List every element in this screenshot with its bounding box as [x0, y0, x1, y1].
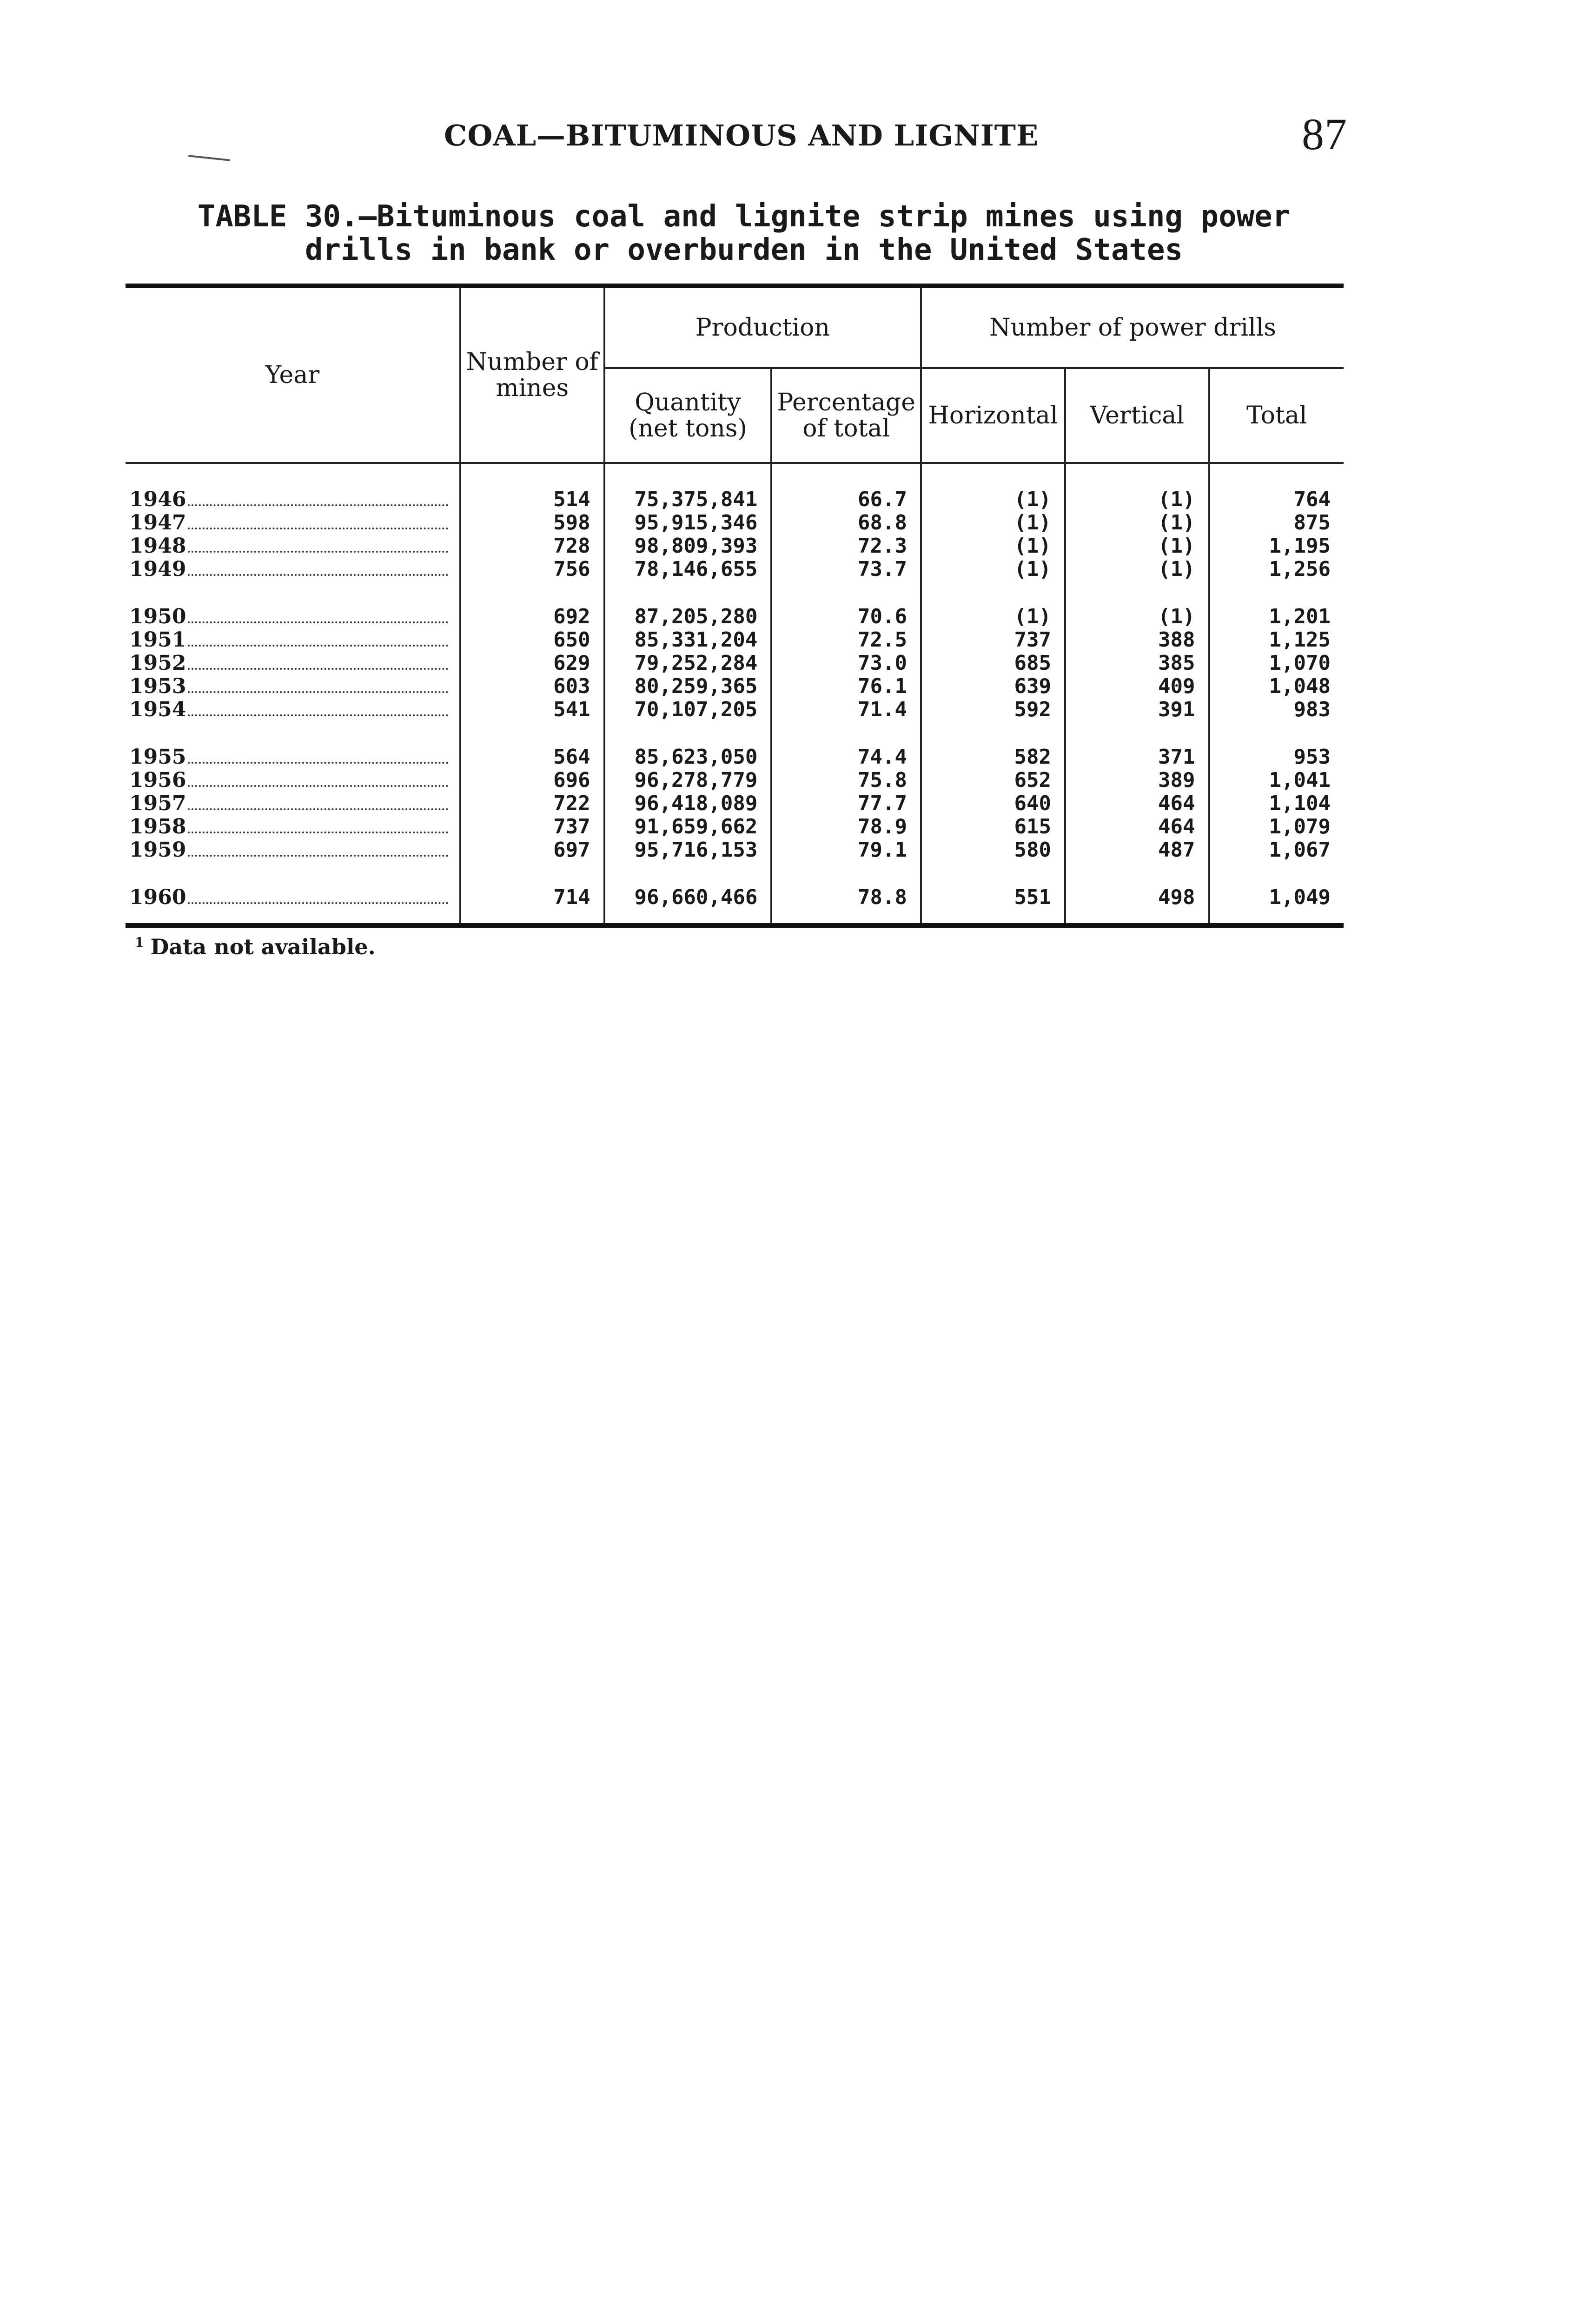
table-row: [126, 769, 1344, 792]
cell-mines: 514: [460, 488, 604, 511]
year-label: 1960: [129, 885, 186, 909]
cell-total: 1,201: [1209, 605, 1344, 628]
year-label: 1949: [129, 557, 186, 581]
cell-horizontal: (1): [921, 488, 1065, 511]
header-number-of-power-drills: Number of power drills: [921, 286, 1344, 368]
spacer-cell: [460, 862, 604, 886]
row-spacer: [126, 862, 1344, 886]
table-row: [126, 558, 1344, 581]
cell-horizontal: (1): [921, 511, 1065, 535]
cell-vertical: 388: [1065, 628, 1209, 652]
spacer-cell: [126, 862, 460, 886]
cell-quantity: 79,252,284: [604, 652, 772, 675]
year-label: 1957: [129, 792, 186, 815]
cell-horizontal: 551: [921, 886, 1065, 909]
cell-quantity: 91,659,662: [604, 815, 772, 838]
spacer-cell: [921, 463, 1065, 488]
spacer-cell: [1209, 721, 1344, 746]
cell-year: [126, 792, 460, 815]
cell-vertical: 409: [1065, 675, 1209, 698]
table-title: —Bituminous coal and lignite strip mines using power drills in bank or overburden in the United States: [305, 199, 1291, 267]
cell-year: [126, 886, 460, 909]
spacer-cell: [771, 463, 921, 488]
cell-year: [126, 838, 460, 862]
spacer-cell: [126, 463, 460, 488]
table-row: [126, 511, 1344, 535]
cell-vertical: (1): [1065, 558, 1209, 581]
spacer-cell: [460, 909, 604, 925]
dot-leader: [188, 621, 448, 623]
spacer-cell: [1065, 581, 1209, 605]
row-spacer: [126, 721, 1344, 746]
cell-horizontal: 580: [921, 838, 1065, 862]
year-label: 1946: [129, 488, 186, 511]
cell-quantity: 75,375,841: [604, 488, 772, 511]
cell-mines: 714: [460, 886, 604, 909]
cell-horizontal: 615: [921, 815, 1065, 838]
cell-quantity: 87,205,280: [604, 605, 772, 628]
table-row: [126, 605, 1344, 628]
cell-vertical: 389: [1065, 769, 1209, 792]
row-spacer: [126, 581, 1344, 605]
spacer-cell: [771, 581, 921, 605]
year-label: 1952: [129, 651, 186, 675]
cell-quantity: 95,716,153: [604, 838, 772, 862]
dot-leader: [188, 528, 448, 529]
footnote-text: Data not available.: [150, 934, 376, 959]
spacer-cell: [771, 909, 921, 925]
table-row: [126, 698, 1344, 721]
cell-horizontal: 652: [921, 769, 1065, 792]
year-label: 1959: [129, 838, 186, 862]
dot-leader: [188, 902, 448, 904]
cell-vertical: 498: [1065, 886, 1209, 909]
table-row: [126, 488, 1344, 511]
cell-horizontal: (1): [921, 535, 1065, 558]
data-table: [126, 284, 1344, 928]
cell-quantity: 96,418,089: [604, 792, 772, 815]
cell-percentage: 78.9: [771, 815, 921, 838]
cell-horizontal: (1): [921, 558, 1065, 581]
spacer-cell: [126, 721, 460, 746]
table-row: [126, 652, 1344, 675]
spacer-cell: [460, 721, 604, 746]
cell-vertical: (1): [1065, 488, 1209, 511]
spacer-cell: [126, 581, 460, 605]
cell-year: [126, 605, 460, 628]
cell-horizontal: 592: [921, 698, 1065, 721]
year-label: 1954: [129, 698, 186, 721]
cell-percentage: 75.8: [771, 769, 921, 792]
table-row: [126, 886, 1344, 909]
header-percentage: Percentage of total: [771, 368, 921, 463]
cell-total: 1,125: [1209, 628, 1344, 652]
dot-leader: [188, 645, 448, 647]
spacer-cell: [604, 862, 772, 886]
footnote: [135, 934, 376, 959]
year-label: 1956: [129, 768, 186, 792]
dot-leader: [188, 714, 448, 716]
cell-mines: 629: [460, 652, 604, 675]
spacer-cell: [1209, 862, 1344, 886]
spacer-cell: [604, 581, 772, 605]
cell-vertical: 371: [1065, 746, 1209, 769]
cell-percentage: 74.4: [771, 746, 921, 769]
cell-year: [126, 628, 460, 652]
cell-vertical: 464: [1065, 792, 1209, 815]
cell-year: [126, 558, 460, 581]
cell-year: [126, 488, 460, 511]
cell-quantity: 96,278,779: [604, 769, 772, 792]
table-label: TABLE 30.: [197, 199, 359, 234]
year-label: 1951: [129, 628, 186, 652]
spacer-cell: [1065, 909, 1209, 925]
cell-total: 1,079: [1209, 815, 1344, 838]
cell-vertical: (1): [1065, 535, 1209, 558]
table-row: [126, 535, 1344, 558]
cell-quantity: 96,660,466: [604, 886, 772, 909]
spacer-cell: [921, 909, 1065, 925]
cell-horizontal: 640: [921, 792, 1065, 815]
cell-year: [126, 746, 460, 769]
cell-year: [126, 815, 460, 838]
spacer-cell: [604, 909, 772, 925]
cell-total: 764: [1209, 488, 1344, 511]
row-spacer: [126, 463, 1344, 488]
year-label: 1953: [129, 674, 186, 698]
cell-percentage: 78.8: [771, 886, 921, 909]
cell-year: [126, 511, 460, 535]
spacer-cell: [1065, 463, 1209, 488]
dot-leader: [188, 551, 448, 553]
cell-horizontal: 737: [921, 628, 1065, 652]
margin-mark: [188, 155, 230, 161]
spacer-cell: [604, 721, 772, 746]
page-number: 87: [1302, 109, 1347, 159]
cell-mines: 692: [460, 605, 604, 628]
cell-quantity: 78,146,655: [604, 558, 772, 581]
spacer-cell: [921, 721, 1065, 746]
running-title: COAL—BITUMINOUS AND LIGNITE: [444, 119, 1039, 152]
cell-year: [126, 769, 460, 792]
cell-horizontal: 582: [921, 746, 1065, 769]
cell-total: 1,195: [1209, 535, 1344, 558]
header-quantity: Quantity (net tons): [604, 368, 772, 463]
spacer-cell: [1065, 721, 1209, 746]
table-row: [126, 628, 1344, 652]
header-production: Production: [604, 286, 921, 368]
cell-vertical: 391: [1065, 698, 1209, 721]
cell-total: 1,256: [1209, 558, 1344, 581]
cell-horizontal: 639: [921, 675, 1065, 698]
cell-percentage: 79.1: [771, 838, 921, 862]
cell-vertical: 487: [1065, 838, 1209, 862]
spacer-cell: [771, 721, 921, 746]
cell-vertical: 464: [1065, 815, 1209, 838]
cell-total: 1,041: [1209, 769, 1344, 792]
header-year: Year: [265, 361, 320, 389]
cell-mines: 756: [460, 558, 604, 581]
cell-mines: 728: [460, 535, 604, 558]
cell-quantity: 98,809,393: [604, 535, 772, 558]
dot-leader: [188, 762, 448, 764]
cell-percentage: 76.1: [771, 675, 921, 698]
year-label: 1958: [129, 815, 186, 838]
cell-vertical: 385: [1065, 652, 1209, 675]
table-caption: [135, 200, 1353, 267]
cell-percentage: 77.7: [771, 792, 921, 815]
cell-total: 983: [1209, 698, 1344, 721]
dot-leader: [188, 785, 448, 787]
cell-year: [126, 675, 460, 698]
spacer-cell: [921, 862, 1065, 886]
cell-total: 1,067: [1209, 838, 1344, 862]
footnote-marker: 1: [135, 934, 144, 950]
cell-mines: 650: [460, 628, 604, 652]
cell-quantity: 95,915,346: [604, 511, 772, 535]
row-spacer: [126, 909, 1344, 925]
spacer-cell: [604, 463, 772, 488]
cell-quantity: 85,331,204: [604, 628, 772, 652]
cell-total: 1,104: [1209, 792, 1344, 815]
cell-total: 1,049: [1209, 886, 1344, 909]
cell-total: 1,048: [1209, 675, 1344, 698]
table-row: [126, 675, 1344, 698]
cell-mines: 603: [460, 675, 604, 698]
cell-percentage: 72.3: [771, 535, 921, 558]
cell-horizontal: 685: [921, 652, 1065, 675]
table-row: [126, 746, 1344, 769]
cell-mines: 696: [460, 769, 604, 792]
table-row: [126, 838, 1344, 862]
cell-quantity: 70,107,205: [604, 698, 772, 721]
dot-leader: [188, 691, 448, 693]
cell-percentage: 71.4: [771, 698, 921, 721]
cell-mines: 697: [460, 838, 604, 862]
spacer-cell: [1209, 581, 1344, 605]
year-label: 1947: [129, 511, 186, 535]
cell-quantity: 80,259,365: [604, 675, 772, 698]
spacer-cell: [460, 463, 604, 488]
spacer-cell: [1065, 862, 1209, 886]
dot-leader: [188, 574, 448, 576]
cell-total: 875: [1209, 511, 1344, 535]
table-body: [126, 463, 1344, 925]
cell-total: 1,070: [1209, 652, 1344, 675]
cell-quantity: 85,623,050: [604, 746, 772, 769]
year-label: 1948: [129, 534, 186, 558]
spacer-cell: [1209, 463, 1344, 488]
spacer-cell: [921, 581, 1065, 605]
cell-year: [126, 698, 460, 721]
header-total: Total: [1209, 368, 1344, 463]
dot-leader: [188, 832, 448, 833]
cell-percentage: 72.5: [771, 628, 921, 652]
year-label: 1955: [129, 745, 186, 769]
cell-vertical: (1): [1065, 511, 1209, 535]
cell-mines: 541: [460, 698, 604, 721]
cell-percentage: 66.7: [771, 488, 921, 511]
table-row: [126, 792, 1344, 815]
cell-percentage: 73.0: [771, 652, 921, 675]
cell-year: [126, 652, 460, 675]
dot-leader: [188, 504, 448, 506]
spacer-cell: [1209, 909, 1344, 925]
year-label: 1950: [129, 605, 186, 628]
cell-percentage: 73.7: [771, 558, 921, 581]
dot-leader: [188, 808, 448, 810]
cell-mines: 598: [460, 511, 604, 535]
header-vertical: Vertical: [1065, 368, 1209, 463]
cell-mines: 722: [460, 792, 604, 815]
cell-mines: 564: [460, 746, 604, 769]
spacer-cell: [460, 581, 604, 605]
cell-percentage: 68.8: [771, 511, 921, 535]
table-row: [126, 815, 1344, 838]
cell-total: 953: [1209, 746, 1344, 769]
cell-percentage: 70.6: [771, 605, 921, 628]
dot-leader: [188, 668, 448, 670]
cell-vertical: (1): [1065, 605, 1209, 628]
cell-year: [126, 535, 460, 558]
header-horizontal: Horizontal: [921, 368, 1065, 463]
cell-mines: 737: [460, 815, 604, 838]
cell-horizontal: (1): [921, 605, 1065, 628]
spacer-cell: [771, 862, 921, 886]
dot-leader: [188, 855, 448, 857]
spacer-cell: [126, 909, 460, 925]
header-number-of-mines: Number of mines: [460, 286, 604, 463]
